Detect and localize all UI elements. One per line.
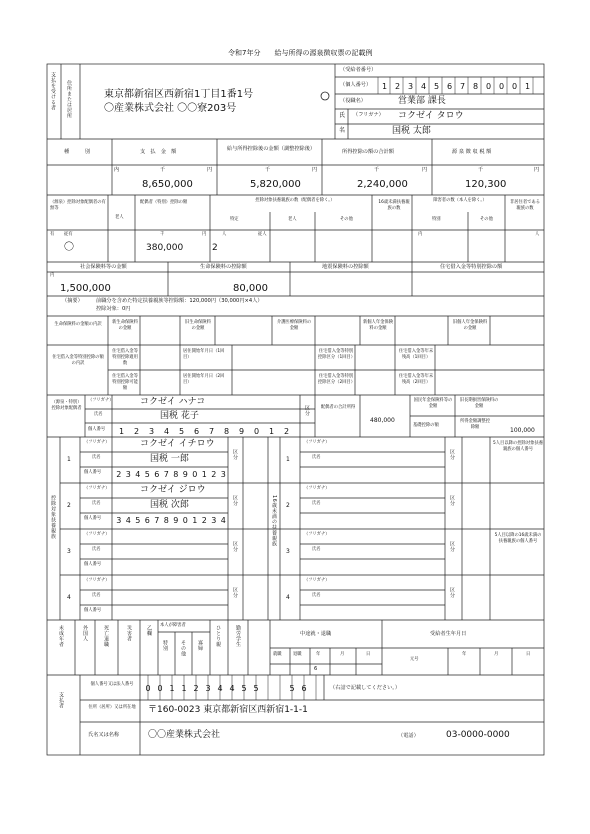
name-label: 氏 bbox=[339, 112, 346, 119]
dependent-name-label: 氏名 bbox=[92, 455, 101, 460]
spouse-mark: 〇 bbox=[64, 242, 74, 253]
spouse-income-label: 配偶者の合計所得 bbox=[320, 405, 356, 410]
flag-student: 勤労学生 bbox=[235, 625, 241, 647]
dependent-furigana-label: （フリガナ） bbox=[84, 486, 110, 491]
move-in-1-label: 居住開始年月日（1回目） bbox=[183, 349, 225, 361]
digit: 4 bbox=[229, 684, 235, 693]
digit: 4 bbox=[135, 470, 141, 479]
payer-name: 〇〇産業株式会社 bbox=[148, 730, 221, 740]
other-disabled-label: その他 bbox=[480, 217, 493, 222]
dependent-name: 国税 一郎 bbox=[150, 454, 189, 464]
header-withholding: 源 泉 徴 収 税 額 bbox=[452, 149, 492, 155]
digit: 8 bbox=[472, 82, 479, 91]
payer-tel-label: （電話） bbox=[398, 733, 419, 739]
digit: 5 bbox=[178, 427, 185, 436]
payer-number-tail bbox=[286, 684, 310, 693]
furigana-label: （フリガナ） bbox=[353, 112, 384, 118]
digit: 6 bbox=[193, 427, 200, 436]
sen-unit-2: 千 bbox=[265, 167, 271, 173]
housing-balance-2-label: 住宅借入金等年末残高（2回目） bbox=[398, 374, 434, 386]
dependents-side-label: 控除対象扶養親族 bbox=[50, 495, 56, 539]
digit: 1 bbox=[118, 427, 125, 436]
flag-foreigner: 外国人 bbox=[82, 625, 88, 642]
social-insurance-label: 社会保険料等の金額 bbox=[80, 264, 127, 270]
other-label: その他 bbox=[340, 217, 353, 222]
under16-label: 16歳未満扶養親族の数 bbox=[378, 200, 410, 212]
address-line2: 〇産業株式会社 〇〇寮203号 bbox=[104, 103, 237, 114]
mid-join-label: 就職 bbox=[273, 652, 282, 657]
digit: 0 bbox=[145, 684, 151, 693]
spouse-name: 国税 花子 bbox=[160, 411, 199, 421]
disabled-count-label: 障害者の数（本人を除く。） bbox=[433, 198, 487, 203]
digit: 0 bbox=[192, 470, 198, 479]
under16-side-label: 16歳未満の扶養親族 bbox=[271, 495, 277, 547]
digit: 5 bbox=[253, 684, 259, 693]
birth-day-label: 日 bbox=[526, 652, 531, 657]
payer-name-label: 氏名又は名称 bbox=[88, 732, 120, 738]
digit: 3 bbox=[148, 427, 155, 436]
digit: 3 bbox=[205, 684, 211, 693]
dependent-furigana-label: （フリガナ） bbox=[84, 532, 110, 537]
under16-number: 3 bbox=[286, 548, 290, 555]
under16-name-label: 氏名 bbox=[312, 547, 321, 552]
digit: 9 bbox=[182, 470, 188, 479]
digit: 8 bbox=[223, 427, 230, 436]
digit: 8 bbox=[173, 470, 179, 479]
position-value: 営業部 課長 bbox=[398, 96, 446, 106]
dependent-kubun-label: 区分 bbox=[232, 495, 238, 506]
digit: 3 bbox=[125, 470, 131, 479]
payer-tel: 03-0000-0000 bbox=[446, 730, 510, 740]
social-insurance-amount: 1,500,000 bbox=[60, 283, 111, 294]
yen-unit-2: 円 bbox=[312, 167, 318, 173]
new-life-label: 新生命保険料の金額 bbox=[112, 320, 138, 332]
position-label: （役職名） bbox=[340, 98, 366, 104]
digit: 5 bbox=[289, 684, 295, 693]
under16-name-label: 氏名 bbox=[312, 593, 321, 598]
nonresident-label: 非居住者である親族の数 bbox=[509, 200, 541, 212]
digit: 7 bbox=[208, 427, 215, 436]
digit: 2 bbox=[211, 470, 217, 479]
digit: 3 bbox=[407, 82, 414, 91]
digit: 1 bbox=[381, 82, 388, 91]
earthquake-insurance-label: 地震保険料の控除額 bbox=[322, 264, 369, 270]
new-pension-label: 新個人年金保険料の金額 bbox=[362, 320, 394, 332]
payer-address-label: 住所（居所）又は所在地 bbox=[88, 705, 136, 710]
digit: 1 bbox=[201, 470, 207, 479]
payer-number bbox=[142, 684, 262, 693]
spouse-income: 480,000 bbox=[370, 417, 395, 424]
flag-other: その他 bbox=[180, 640, 186, 657]
adjust-value: 100,000 bbox=[510, 427, 535, 434]
flag-disabled: 本人が障害者 bbox=[160, 623, 186, 628]
sen-unit-1: 千 bbox=[160, 167, 166, 173]
under16-kubun-label: 区分 bbox=[449, 541, 455, 552]
move-in-2-label: 居住開始年月日（2回目） bbox=[183, 374, 225, 386]
digit: 3 bbox=[211, 516, 217, 525]
digit: 2 bbox=[133, 427, 140, 436]
spouse-presence-label: （源泉）控除対象配偶者の有無等 bbox=[50, 200, 106, 212]
sen-unit-3: 千 bbox=[374, 167, 380, 173]
digit: 1 bbox=[192, 516, 198, 525]
housing-possible-label: 住宅借入金等特別控除可能額 bbox=[112, 374, 138, 392]
payment-amount: 8,650,000 bbox=[142, 179, 193, 190]
elder-label: 老人 bbox=[288, 217, 297, 222]
spouse-furigana-label: （フリガナ） bbox=[88, 398, 114, 403]
dependent-furigana: コクゼイ ジロウ bbox=[140, 485, 206, 495]
fifth-dependent-label: 5人目以降の控除対象扶養親族の個人番号 bbox=[493, 441, 543, 453]
digit: 7 bbox=[459, 82, 466, 91]
digit: 2 bbox=[394, 82, 401, 91]
under16-number: 1 bbox=[286, 456, 290, 463]
digit: 6 bbox=[301, 684, 307, 693]
digit: 9 bbox=[238, 427, 245, 436]
fifth-under16-label: 5人目以降の16歳未満の扶養親族の個人番号 bbox=[494, 533, 542, 545]
digit: 4 bbox=[420, 82, 427, 91]
spouse-name-label: 氏名 bbox=[94, 412, 103, 417]
yen-unit-1: 円 bbox=[207, 167, 213, 173]
specific-count: 2 bbox=[212, 243, 218, 253]
spouse-yen-label: 円 bbox=[202, 232, 207, 237]
digit: 5 bbox=[433, 82, 440, 91]
housing-kubun-2-label: 住宅借入金等特別控除区分（2回目） bbox=[318, 374, 356, 386]
digit: 0 bbox=[498, 82, 505, 91]
specific-from-label: 従人 bbox=[258, 232, 267, 237]
spouse-number bbox=[114, 427, 294, 436]
digit: 4 bbox=[217, 684, 223, 693]
form-title: 令和7年分 給与所得の源泉徴収票の記載例 bbox=[228, 49, 373, 57]
mid-day-label: 日 bbox=[366, 652, 371, 657]
mid-leave-label: 退職 bbox=[293, 652, 302, 657]
inner-label: 内 bbox=[114, 167, 120, 173]
dependent-number: 1 bbox=[67, 456, 71, 463]
housing-kubun-1-label: 住宅借入金等特別控除区分（1回目） bbox=[318, 349, 356, 361]
special-disabled-label: 特別 bbox=[432, 217, 441, 222]
header-payment: 支 払 金 額 bbox=[140, 149, 177, 155]
flag-minor: 未成年者 bbox=[58, 625, 64, 647]
mid-value: 6 bbox=[314, 666, 318, 672]
spouse-fromhas-label: 従有 bbox=[64, 232, 73, 237]
life-detail-label: 生命保険料の金額の内訳 bbox=[54, 322, 102, 327]
dependent-number-label: 個人番号 bbox=[84, 516, 102, 521]
disabled-inner-label: 内 bbox=[418, 232, 423, 237]
dependent-kubun-label: 区分 bbox=[232, 541, 238, 552]
flag-special: 特別 bbox=[162, 640, 168, 651]
digit: 4 bbox=[125, 516, 131, 525]
digit: 2 bbox=[201, 516, 207, 525]
payer-address: 〒160-0023 東京都新宿区西新宿1-1-1 bbox=[148, 705, 308, 715]
old-pension-label: 旧個人年金保険料の金額 bbox=[452, 320, 488, 332]
dependent-number: 2 bbox=[67, 502, 71, 509]
yen-unit-3: 円 bbox=[422, 167, 428, 173]
withholding-amount: 120,300 bbox=[465, 179, 507, 190]
old-long-insurance-label: 旧長期損害保険料の金額 bbox=[459, 398, 499, 410]
spouse-sen-label: 千 bbox=[160, 232, 165, 237]
digit: 0 bbox=[511, 82, 518, 91]
summary-label: （摘要） bbox=[62, 298, 83, 304]
digit: 8 bbox=[163, 516, 169, 525]
digit: 6 bbox=[154, 470, 160, 479]
flag-widow: 寡婦 bbox=[197, 640, 203, 651]
address-line1: 東京都新宿区西新宿1丁目1番1号 bbox=[104, 89, 254, 100]
individual-number-label: （個人番号） bbox=[340, 82, 372, 88]
dependent-kubun-label: 区分 bbox=[232, 587, 238, 598]
dependent-number-label: 個人番号 bbox=[84, 562, 102, 567]
digit: 5 bbox=[135, 516, 141, 525]
life-insurance-label: 生命保険料の控除額 bbox=[200, 264, 247, 270]
digit: 4 bbox=[163, 427, 170, 436]
digit: 1 bbox=[268, 427, 275, 436]
dependent-name: 国税 次郎 bbox=[150, 500, 189, 510]
flag-single-parent: ひとり親 bbox=[215, 625, 221, 647]
deduction-total-amount: 2,240,000 bbox=[357, 179, 408, 190]
under16-furigana-label: （フリガナ） bbox=[304, 486, 330, 491]
housing-balance-1-label: 住宅借入金等年末残高（1回目） bbox=[398, 349, 434, 361]
digit: 2 bbox=[193, 684, 199, 693]
old-life-label: 旧生命保険料の金額 bbox=[185, 320, 211, 332]
digit: 0 bbox=[157, 684, 163, 693]
dependent-furigana-label: （フリガナ） bbox=[84, 440, 110, 445]
adjust-label: 所得金額調整控除額 bbox=[459, 419, 491, 431]
dependent-name-label: 氏名 bbox=[92, 501, 101, 506]
mid-month-label: 月 bbox=[340, 652, 345, 657]
dependent-kubun-label: 区分 bbox=[232, 449, 238, 460]
flag-death: 死亡退職 bbox=[103, 625, 109, 647]
dependent-number-label: 個人番号 bbox=[84, 608, 102, 613]
under16-number: 2 bbox=[286, 502, 290, 509]
recipient-number-label: （受給者番号） bbox=[340, 67, 377, 73]
under16-kubun-label: 区分 bbox=[449, 449, 455, 460]
under16-kubun-label: 区分 bbox=[449, 587, 455, 598]
under16-name-label: 氏名 bbox=[312, 455, 321, 460]
payee-side-label: 支払を受ける者 bbox=[50, 72, 56, 111]
life-insurance-amount: 80,000 bbox=[233, 283, 268, 294]
dependent-furigana: コクゼイ イチロウ bbox=[140, 439, 215, 449]
under16-furigana-label: （フリガナ） bbox=[304, 440, 330, 445]
housing-count-label: 住宅借入金等特別控除適用数 bbox=[112, 349, 138, 367]
payer-side-label: 支払者 bbox=[58, 692, 64, 709]
dependent-furigana-label: （フリガナ） bbox=[84, 578, 110, 583]
digit: 2 bbox=[116, 470, 122, 479]
sen-unit-4: 千 bbox=[478, 167, 484, 173]
dependent-number: 4 bbox=[67, 594, 71, 601]
digit: 1 bbox=[169, 684, 175, 693]
digit: 2 bbox=[283, 427, 290, 436]
spouse-number-label: 個人番号 bbox=[88, 427, 106, 432]
summary-text: 前職分を含めた特定扶養親族等控除額：120,000円（30,000円×4人） bbox=[96, 298, 263, 304]
base-deduction-label: 基礎控除の額 bbox=[413, 423, 439, 428]
dependent-name-label: 氏名 bbox=[92, 593, 101, 598]
under16-number: 4 bbox=[286, 594, 290, 601]
mid-employment-label: 中途就・退職 bbox=[300, 631, 332, 637]
digit: 0 bbox=[253, 427, 260, 436]
housing-detail-label: 住宅借入金等特別控除の額の内訳 bbox=[52, 355, 104, 367]
furigana-value: コクゼイ タロウ bbox=[398, 111, 464, 121]
mid-year-label: 年 bbox=[316, 652, 321, 657]
dependent-individual-number bbox=[114, 470, 228, 479]
pension-label: 国民年金保険料等の金額 bbox=[413, 398, 453, 410]
care-label: 介護医療保険料の金額 bbox=[276, 320, 312, 332]
payer-number-label: 個人番号又は法人番号 bbox=[90, 682, 134, 687]
housing-loan-label: 住宅借入金等特別控除の額 bbox=[440, 264, 503, 270]
digit: 0 bbox=[485, 82, 492, 91]
digit: 3 bbox=[220, 470, 226, 479]
digit: 6 bbox=[446, 82, 453, 91]
payer-number-note: （右詰で記載してください。） bbox=[330, 685, 401, 691]
yen-unit-4: 円 bbox=[534, 167, 540, 173]
digit: 4 bbox=[220, 516, 226, 525]
birth-year-label: 年 bbox=[462, 652, 467, 657]
dependent-name-label: 氏名 bbox=[92, 547, 101, 552]
digit: 7 bbox=[163, 470, 169, 479]
spouse-deduction-amount: 380,000 bbox=[146, 243, 184, 253]
birth-label: 受給者生年月日 bbox=[430, 631, 467, 637]
header-deduction-total: 所得控除の額の合計額 bbox=[342, 149, 394, 155]
digit: 9 bbox=[173, 516, 179, 525]
name-label2: 名 bbox=[339, 127, 346, 134]
specific-label: 特定 bbox=[230, 217, 239, 222]
individual-number bbox=[378, 82, 534, 91]
under16-kubun-label: 区分 bbox=[449, 495, 455, 506]
birth-era-label: 元号 bbox=[410, 657, 419, 662]
dependent-individual-number bbox=[114, 516, 228, 525]
spouse-furigana: コクゼイ ハナコ bbox=[140, 397, 206, 407]
summary-line2: 控除対象：0円 bbox=[96, 306, 131, 312]
flag-otsu: 乙欄 bbox=[146, 625, 152, 636]
spouse-deduction-label: 配偶者（特別）控除の額 bbox=[140, 200, 188, 205]
after-deduction-amount: 5,820,000 bbox=[250, 179, 301, 190]
header-kind: 種 別 bbox=[64, 149, 90, 155]
address-label: 住所または居所 bbox=[66, 80, 72, 119]
digit: 6 bbox=[144, 516, 150, 525]
dependent-number: 3 bbox=[67, 548, 71, 555]
dependent-number-label: 個人番号 bbox=[84, 470, 102, 475]
flag-disaster: 災害者 bbox=[126, 625, 132, 642]
nonresident-person-label: 人 bbox=[535, 232, 540, 237]
name-value: 国税 太郎 bbox=[392, 126, 431, 136]
header-after-deduction: 給与所得控除後の金額（調整控除後） bbox=[226, 146, 316, 152]
digit: 5 bbox=[144, 470, 150, 479]
insurance-inner-label: 内 bbox=[50, 273, 55, 278]
under16-furigana-label: （フリガナ） bbox=[304, 532, 330, 537]
spouse-info-label: （源泉・特別）控除対象配偶者 bbox=[51, 400, 82, 412]
digit: 7 bbox=[154, 516, 160, 525]
digit: 1 bbox=[524, 82, 531, 91]
digit: 5 bbox=[241, 684, 247, 693]
digit: 0 bbox=[182, 516, 188, 525]
spouse-elder-label: 老人 bbox=[115, 215, 124, 220]
digit: 3 bbox=[116, 516, 122, 525]
specific-person-label: 人 bbox=[222, 232, 227, 237]
dependents-count-label: 控除対象扶養親族の数（配偶者を除く。） bbox=[255, 198, 335, 203]
under16-furigana-label: （フリガナ） bbox=[304, 578, 330, 583]
digit: 1 bbox=[181, 684, 187, 693]
spouse-kubun-label: 区分 bbox=[304, 405, 310, 416]
spouse-has-label: 有 bbox=[50, 232, 55, 237]
under16-name-label: 氏名 bbox=[312, 501, 321, 506]
birth-month-label: 月 bbox=[494, 652, 499, 657]
